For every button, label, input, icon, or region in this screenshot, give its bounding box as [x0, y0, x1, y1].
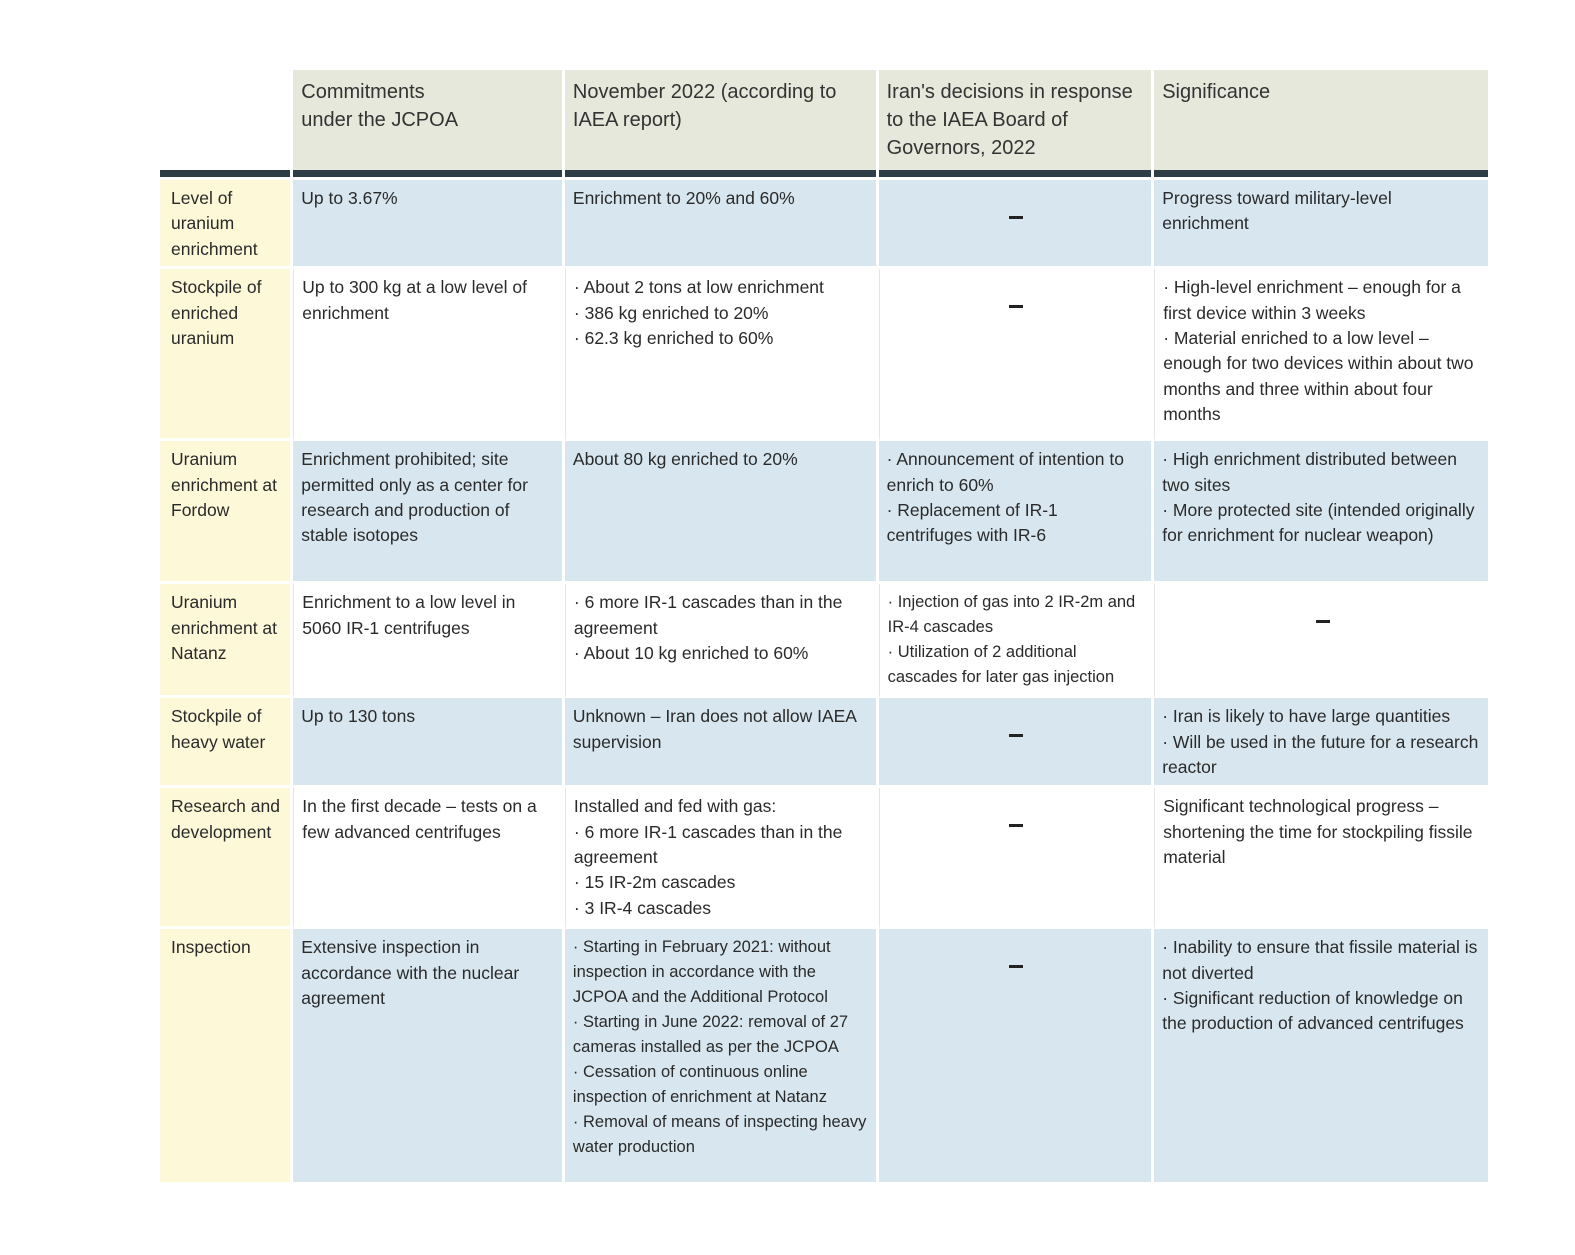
- cell-decisions: [879, 180, 1152, 269]
- cell-decisions: [879, 929, 1152, 1185]
- cell-decisions: [879, 584, 1152, 698]
- cell-november-2022: [565, 269, 876, 441]
- cell-line: · Cessation of continuous online inspection of enrichment at Natanz: [572, 1063, 827, 1107]
- cell-line: · 62.3 kg enriched to 60%: [573, 328, 774, 349]
- cell-significance: [1154, 441, 1488, 584]
- cell-jcpoa: [293, 441, 562, 584]
- cell-november-2022: [565, 929, 876, 1185]
- cell-line: · 386 kg enriched to 20%: [573, 302, 769, 323]
- cell-line: · Material enriched to a low level – enough for two devices within about two months and three within about four months: [1163, 328, 1474, 425]
- cell-line: Up to 3.67%: [301, 188, 398, 208]
- cell-significance: [1154, 584, 1488, 698]
- cell-significance: [1154, 269, 1488, 441]
- cell-line: · 3 IR-4 cascades: [573, 897, 712, 918]
- cell-jcpoa: [293, 698, 562, 788]
- cell-line: · About 10 kg enriched to 60%: [573, 643, 809, 664]
- header-significance: Significance: [1154, 70, 1488, 170]
- cell-november-2022: [565, 788, 876, 929]
- header-commitments: Commitments under the JCPOA: [293, 70, 562, 170]
- table-row: [160, 441, 1488, 584]
- cell-november-2022: [565, 698, 876, 788]
- table-row: [160, 584, 1488, 698]
- header-row: [160, 70, 1488, 170]
- cell-line: · Announcement of intention to enrich to 60%: [886, 449, 1124, 495]
- header-divider: [160, 170, 1488, 180]
- cell-line: Enrichment to a low level in 5060 IR-1 centrifuges: [302, 592, 516, 638]
- cell-line: Enrichment prohibited; site permitted only as a center for research and production of stable isotopes: [301, 449, 528, 546]
- row-label: Uranium enrichment at Natanz: [160, 584, 290, 698]
- cell-significance: [1154, 788, 1488, 929]
- row-label: Uranium enrichment at Fordow: [160, 441, 290, 584]
- dash-mark: [1009, 734, 1023, 737]
- dash-mark: [1009, 305, 1023, 308]
- row-label: Stockpile of heavy water: [160, 698, 290, 788]
- cell-line: · Removal of means of inspecting heavy water production: [572, 1113, 867, 1157]
- cell-significance: [1154, 698, 1488, 788]
- dash-mark: [1009, 965, 1023, 968]
- cell-decisions: [879, 269, 1152, 441]
- row-label: Inspection: [160, 929, 290, 1185]
- cell-line: Progress toward military-level enrichment: [1162, 188, 1392, 234]
- header-irans-decisions: Iran's decisions in response to the IAEA Board of Governors, 2022: [879, 70, 1152, 170]
- cell-line: Up to 300 kg at a low level of enrichment: [302, 277, 528, 323]
- table-row: [160, 269, 1488, 441]
- row-label: Level of uranium enrichment: [160, 180, 290, 269]
- cell-line: · Inability to ensure that fissile material is not diverted: [1162, 937, 1478, 983]
- cell-jcpoa: [293, 929, 562, 1185]
- dash-mark: [1316, 620, 1330, 623]
- cell-line: · Will be used in the future for a research reactor: [1162, 731, 1479, 778]
- dash-mark: [1009, 824, 1023, 827]
- cell-line: · More protected site (intended originally for enrichment for nuclear weapon): [1162, 500, 1475, 546]
- cell-november-2022: [565, 584, 876, 698]
- table-row: [160, 929, 1488, 1185]
- cell-line: · Starting in June 2022: removal of 27 cameras installed as per the JCPOA: [572, 1013, 849, 1057]
- cell-line: · Significant reduction of knowledge on the production of advanced centrifuges: [1162, 988, 1464, 1034]
- cell-decisions: [879, 441, 1152, 584]
- cell-jcpoa: [293, 269, 562, 441]
- cell-line: · High-level enrichment – enough for a first device within 3 weeks: [1163, 277, 1461, 323]
- cell-line: Installed and fed with gas:: [573, 796, 777, 817]
- cell-line: Extensive inspection in accordance with the nuclear agreement: [301, 937, 520, 1009]
- row-label: Research and development: [160, 788, 290, 929]
- cell-decisions: [879, 788, 1152, 929]
- jcpoa-comparison-table: [157, 70, 1491, 1185]
- comparison-table-container: [160, 70, 1488, 1185]
- cell-november-2022: [565, 441, 876, 584]
- cell-line: · 6 more IR-1 cascades than in the agreement: [573, 821, 843, 868]
- cell-line: · Utilization of 2 additional cascades for later gas injection: [887, 643, 1115, 687]
- cell-line: Unknown – Iran does not allow IAEA supervision: [572, 706, 856, 752]
- row-label: Stockpile of enriched uranium: [160, 269, 290, 441]
- cell-line: · High enrichment distributed between two sites: [1162, 449, 1457, 495]
- cell-line: · About 2 tons at low enrichment: [573, 277, 824, 298]
- header-november-2022: November 2022 (according to IAEA report): [565, 70, 876, 170]
- cell-line: · Starting in February 2021: without inspection in accordance with the JCPOA and the Additional Protocol: [572, 938, 831, 1007]
- cell-line: · Replacement of IR-1 centrifuges with IR-6: [886, 500, 1058, 546]
- cell-line: · Injection of gas into 2 IR-2m and IR-4 cascades: [887, 593, 1136, 637]
- cell-decisions: [879, 698, 1152, 788]
- cell-line: · Iran is likely to have large quantities: [1162, 706, 1451, 727]
- cell-line: Significant technological progress – shortening the time for stockpiling fissile material: [1163, 796, 1473, 868]
- cell-line: · 6 more IR-1 cascades than in the agreement: [573, 592, 843, 638]
- table-row: [160, 788, 1488, 929]
- cell-significance: [1154, 180, 1488, 269]
- cell-significance: [1154, 929, 1488, 1185]
- cell-line: · 15 IR-2m cascades: [573, 872, 736, 893]
- cell-line: About 80 kg enriched to 20%: [572, 449, 798, 470]
- cell-line: Up to 130 tons: [301, 706, 416, 727]
- cell-jcpoa: [293, 180, 562, 269]
- table-row: [160, 698, 1488, 788]
- cell-jcpoa: [293, 584, 562, 698]
- table-row: [160, 180, 1488, 269]
- dash-mark: [1009, 216, 1023, 219]
- cell-jcpoa: [293, 788, 562, 929]
- cell-line: In the first decade – tests on a few advanced centrifuges: [302, 796, 537, 842]
- header-blank: [160, 70, 290, 170]
- cell-line: Enrichment to 20% and 60%: [572, 188, 795, 208]
- table-body: [160, 180, 1488, 1185]
- cell-november-2022: [565, 180, 876, 269]
